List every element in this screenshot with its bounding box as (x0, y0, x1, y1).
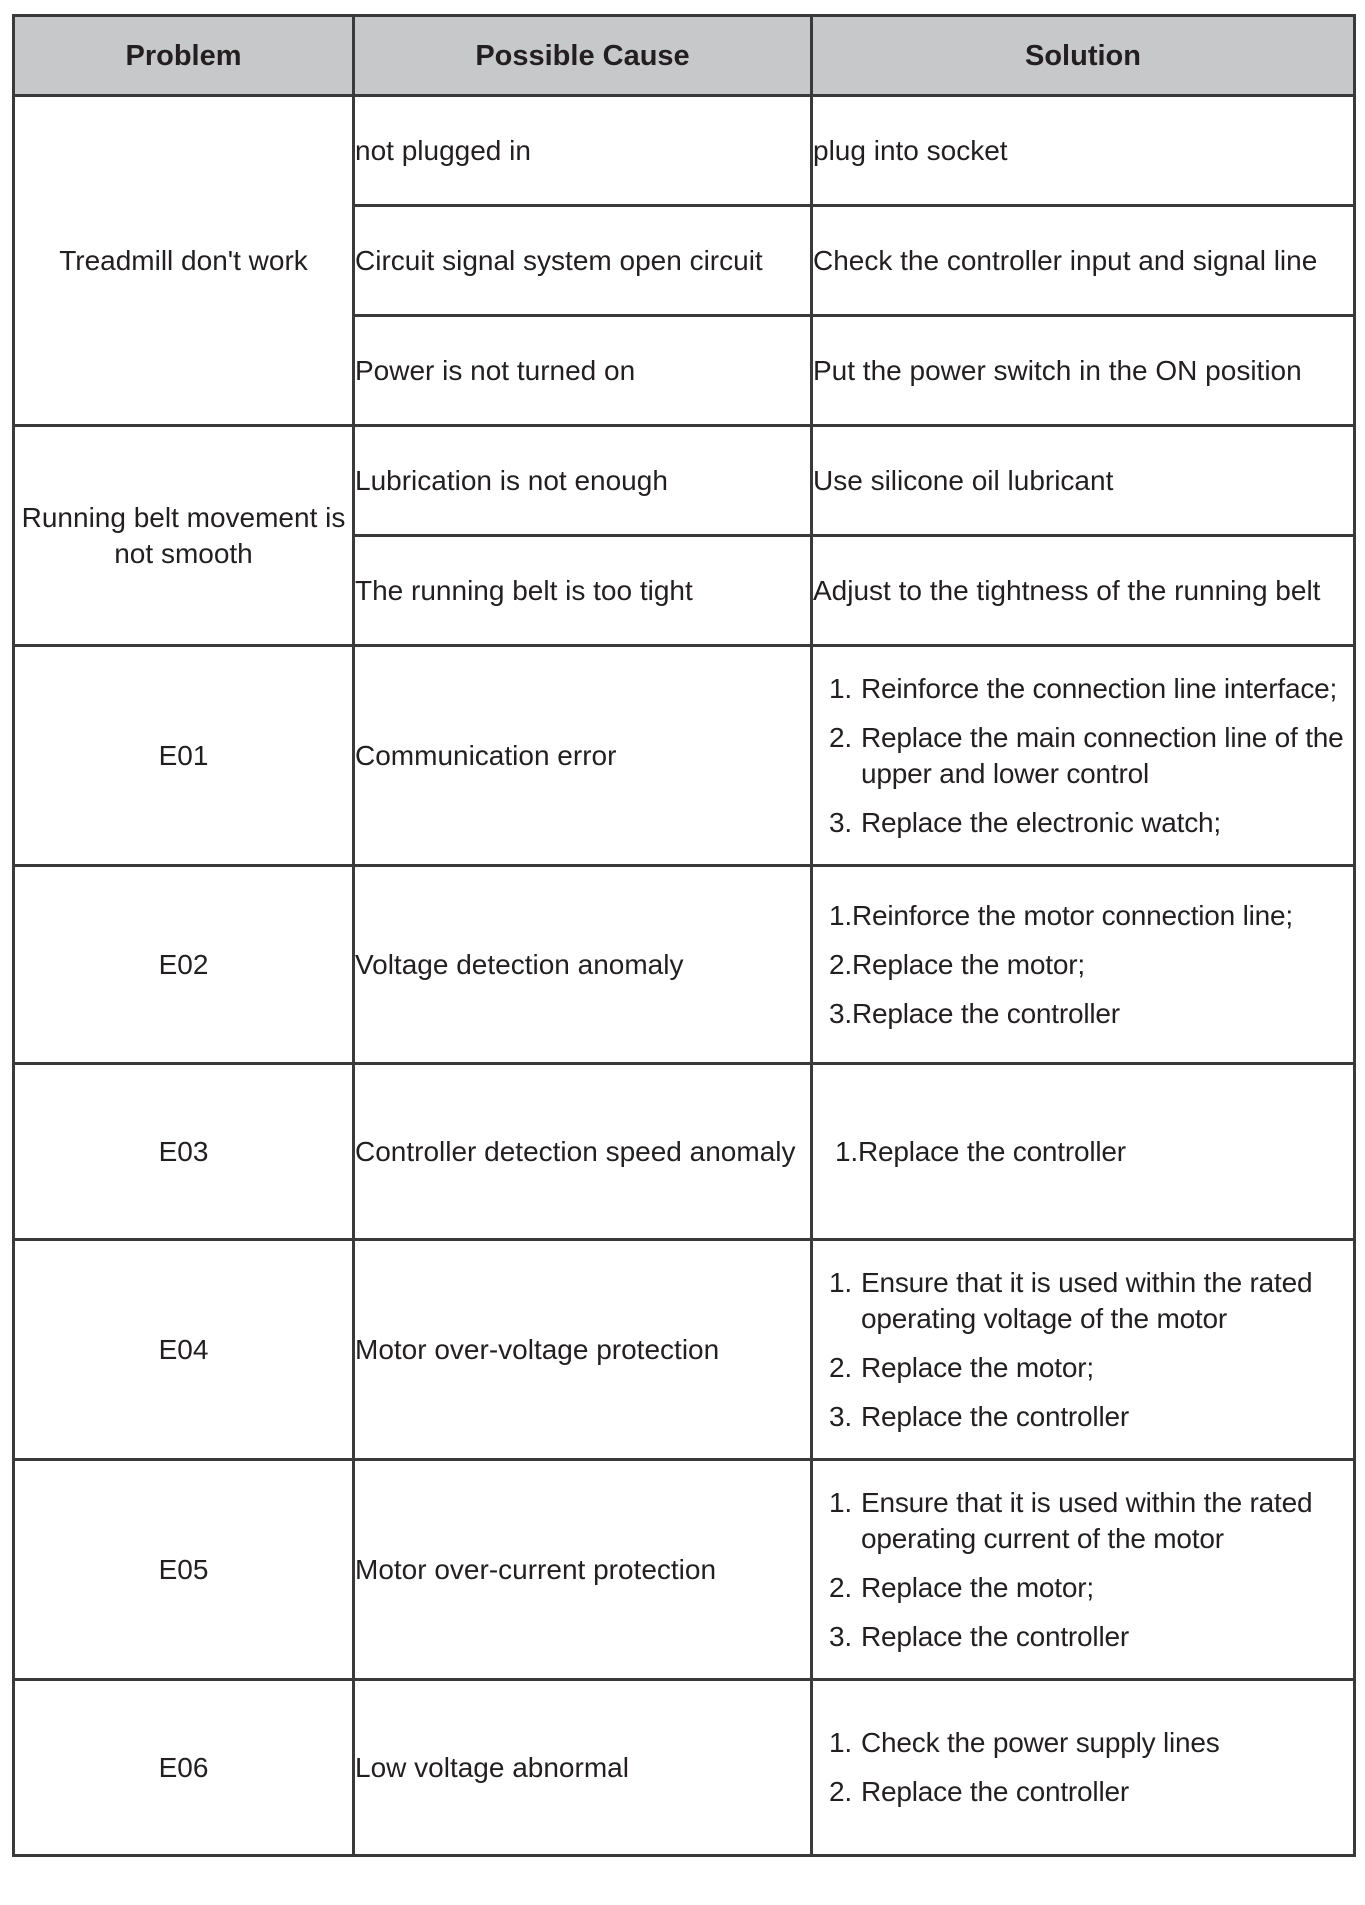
cause-cell: Communication error (354, 646, 812, 866)
solution-cell: Use silicone oil lubricant (812, 426, 1355, 536)
cause-cell: The running belt is too tight (354, 536, 812, 646)
solution-step: 2. Replace the main connection line of the upper and lower control (829, 721, 1344, 789)
solution-step: 3. Replace the controller (829, 1400, 1129, 1432)
solution-step: 1.Reinforce the motor connection line; (829, 899, 1293, 931)
cause-cell: Power is not turned on (354, 316, 812, 426)
solution-cell (812, 1680, 1355, 1856)
cause-cell: Motor over-voltage protection (354, 1240, 812, 1460)
solution-step: 1. Ensure that it is used within the rated operating current of the motor (829, 1486, 1313, 1554)
solution-step: 1. Check the power supply lines (829, 1727, 1220, 1758)
header-problem: Problem (14, 16, 354, 96)
solution-step: 3. Replace the controller (829, 1620, 1129, 1652)
solution-step: 2. Replace the controller (829, 1776, 1129, 1807)
table-row (14, 96, 1355, 206)
error-code-cell: E04 (14, 1240, 354, 1460)
cause-cell: Controller detection speed anomaly (354, 1064, 812, 1240)
error-code-cell: E03 (14, 1064, 354, 1240)
solution-step: 1.Replace the controller (835, 1135, 1126, 1167)
cause-cell: Motor over-current protection (354, 1460, 812, 1680)
solution-cell (812, 1460, 1355, 1680)
error-code-cell: E06 (14, 1680, 354, 1856)
table-row (14, 426, 1355, 536)
cause-cell: Voltage detection anomaly (354, 866, 812, 1064)
solution-cell (812, 866, 1355, 1064)
table-row (14, 1680, 1355, 1856)
solution-steps (813, 1725, 1353, 1810)
solution-cell (812, 646, 1355, 866)
table-row (14, 1240, 1355, 1460)
solution-step: 1. Reinforce the connection line interface; (829, 672, 1338, 704)
solution-cell (812, 1064, 1355, 1240)
header-solution: Solution (812, 16, 1355, 96)
solution-steps (813, 1485, 1353, 1655)
solution-cell: Put the power switch in the ON position (812, 316, 1355, 426)
table-row (14, 1064, 1355, 1240)
header-possible-cause: Possible Cause (354, 16, 812, 96)
solution-step: 1. Ensure that it is used within the rated operating voltage of the motor (829, 1266, 1313, 1334)
cause-cell: Circuit signal system open circuit (354, 206, 812, 316)
solution-cell: plug into socket (812, 96, 1355, 206)
solution-steps (813, 1134, 1353, 1170)
solution-cell: Adjust to the tightness of the running belt (812, 536, 1355, 646)
table-row (14, 1460, 1355, 1680)
solution-cell: Check the controller input and signal line (812, 206, 1355, 316)
problem-cell: Running belt movement is not smooth (14, 426, 354, 646)
solution-step: 2. Replace the motor; (829, 1351, 1094, 1383)
solution-step: 3. Replace the electronic watch; (829, 806, 1221, 838)
troubleshooting-table (12, 14, 1356, 1857)
error-code-cell: E05 (14, 1460, 354, 1680)
table-row (14, 866, 1355, 1064)
solution-step: 3.Replace the controller (829, 997, 1120, 1029)
problem-cell: Treadmill don't work (14, 96, 354, 426)
solution-step: 2.Replace the motor; (829, 948, 1085, 980)
solution-steps (813, 671, 1353, 841)
table-header-row (14, 16, 1355, 96)
error-code-cell: E01 (14, 646, 354, 866)
solution-cell (812, 1240, 1355, 1460)
table-row (14, 646, 1355, 866)
error-code-cell: E02 (14, 866, 354, 1064)
solution-step: 2. Replace the motor; (829, 1571, 1094, 1603)
solution-steps (813, 1265, 1353, 1435)
solution-steps (813, 898, 1353, 1032)
cause-cell: not plugged in (354, 96, 812, 206)
cause-cell: Low voltage abnormal (354, 1680, 812, 1856)
cause-cell: Lubrication is not enough (354, 426, 812, 536)
